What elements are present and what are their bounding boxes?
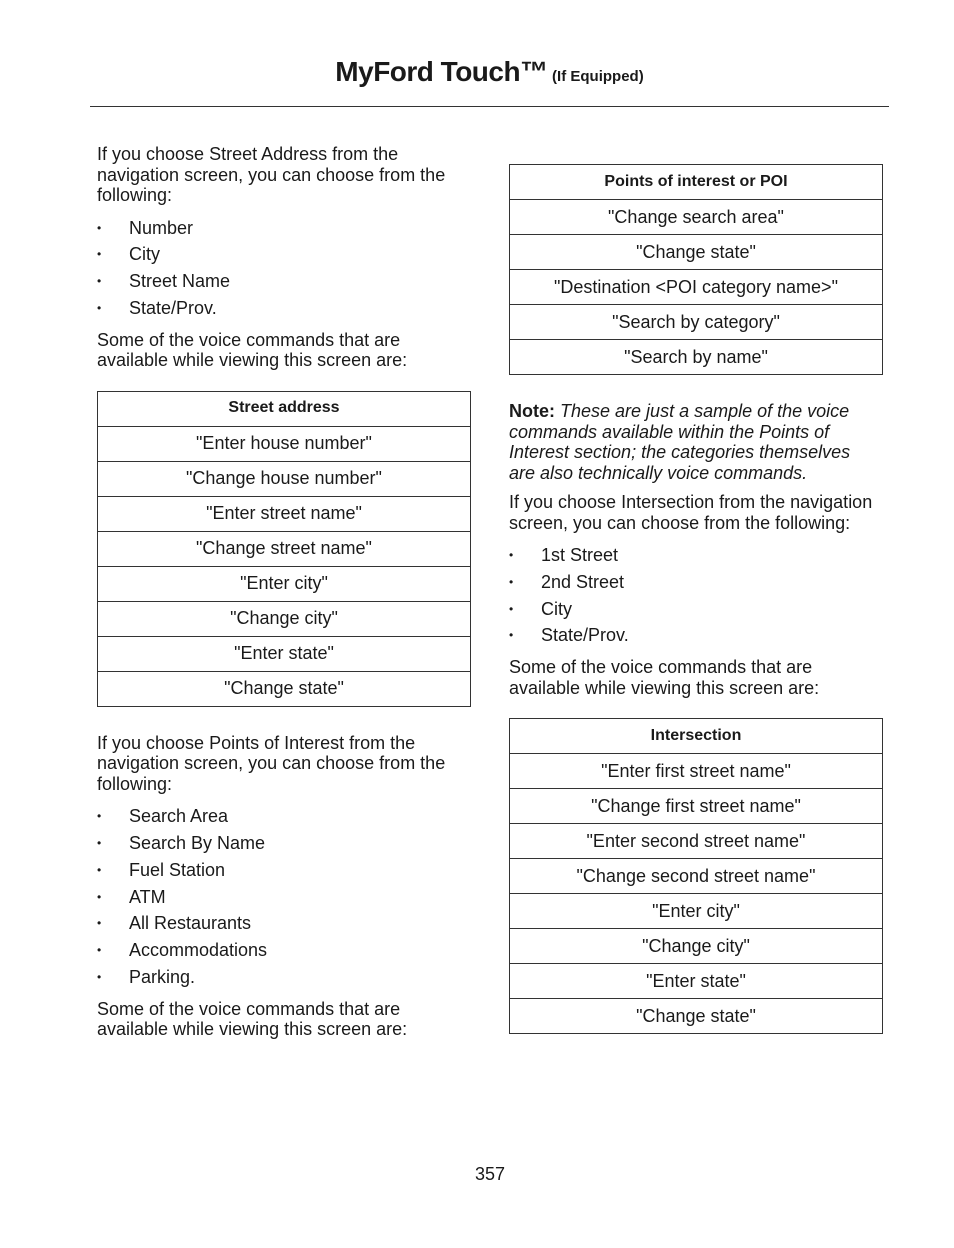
- table-row: "Enter street name": [98, 496, 471, 531]
- table-header: Points of interest or POI: [510, 165, 883, 200]
- street-address-options-list: [97, 215, 469, 322]
- page-header: [90, 56, 889, 107]
- table-row: "Enter state": [510, 964, 883, 999]
- table-row: "Change street name": [98, 531, 471, 566]
- list-item: • Fuel Station: [97, 857, 469, 884]
- table-row: "Change second street name": [510, 859, 883, 894]
- note-label: Note:: [509, 401, 555, 421]
- intersection-commands-table: [509, 718, 883, 1034]
- list-item: • City: [97, 241, 469, 268]
- right-column: [509, 164, 881, 1060]
- table-row: "Change search area": [510, 200, 883, 235]
- list-item: • Street Name: [97, 268, 469, 295]
- list-item: • Number: [97, 215, 469, 242]
- list-item: • 1st Street: [509, 542, 881, 569]
- table-row: "Enter city": [98, 566, 471, 601]
- page-number: 357: [474, 1164, 506, 1184]
- street-address-intro: If you choose Street Address from the navigation screen, you can choose from the following:: [97, 144, 446, 205]
- list-item: • Accommodations: [97, 937, 469, 964]
- table-row: "Change house number": [98, 461, 471, 496]
- intersection-options-list: [509, 542, 881, 649]
- left-column: [97, 144, 469, 1049]
- list-item: • Search By Name: [97, 830, 469, 857]
- table-row: "Enter first street name": [510, 754, 883, 789]
- table-row: "Enter second street name": [510, 824, 883, 859]
- list-item: • ATM: [97, 884, 469, 911]
- table-row: "Change state": [510, 235, 883, 270]
- list-item: • Parking.: [97, 964, 469, 991]
- voice-commands-intro: Some of the voice commands that are available while viewing this screen are:: [509, 657, 820, 698]
- table-row: "Enter city": [510, 894, 883, 929]
- poi-intro: If you choose Points of Interest from the navigation screen, you can choose from the following:: [97, 732, 446, 794]
- table-row: "Change first street name": [510, 789, 883, 824]
- table-row: "Change city": [98, 601, 471, 636]
- table-header: Intersection: [510, 719, 883, 754]
- list-item: • 2nd Street: [509, 569, 881, 596]
- street-address-commands-table: [97, 391, 471, 707]
- table-header: Street address: [98, 391, 471, 426]
- page-title: MyFord Touch™: [335, 56, 548, 87]
- table-row: "Search by name": [510, 340, 883, 375]
- voice-commands-intro: Some of the voice commands that are available while viewing this screen are:: [97, 329, 408, 371]
- table-row: "Change state": [510, 999, 883, 1034]
- list-item: • City: [509, 596, 881, 623]
- table-row: "Enter house number": [98, 426, 471, 461]
- list-item: • State/Prov.: [97, 295, 469, 322]
- list-item: • All Restaurants: [97, 910, 469, 937]
- page-subtitle: (If Equipped): [552, 68, 644, 85]
- table-row: "Enter state": [98, 636, 471, 671]
- note-paragraph: [509, 401, 881, 483]
- table-row: "Destination <POI category name>": [510, 270, 883, 305]
- poi-commands-table: [509, 164, 883, 375]
- poi-options-list: [97, 803, 469, 991]
- table-row: "Change city": [510, 929, 883, 964]
- table-row: "Search by category": [510, 305, 883, 340]
- list-item: • State/Prov.: [509, 622, 881, 649]
- voice-commands-intro: Some of the voice commands that are available while viewing this screen are:: [97, 998, 408, 1040]
- table-row: "Change state": [98, 671, 471, 706]
- list-item: • Search Area: [97, 803, 469, 830]
- note-text: These are just a sample of the voice commands available within the Points of Interest section; the categories themselves are also technically voice commands.: [509, 401, 851, 483]
- intersection-intro: If you choose Intersection from the navigation screen, you can choose from the following:: [509, 492, 873, 533]
